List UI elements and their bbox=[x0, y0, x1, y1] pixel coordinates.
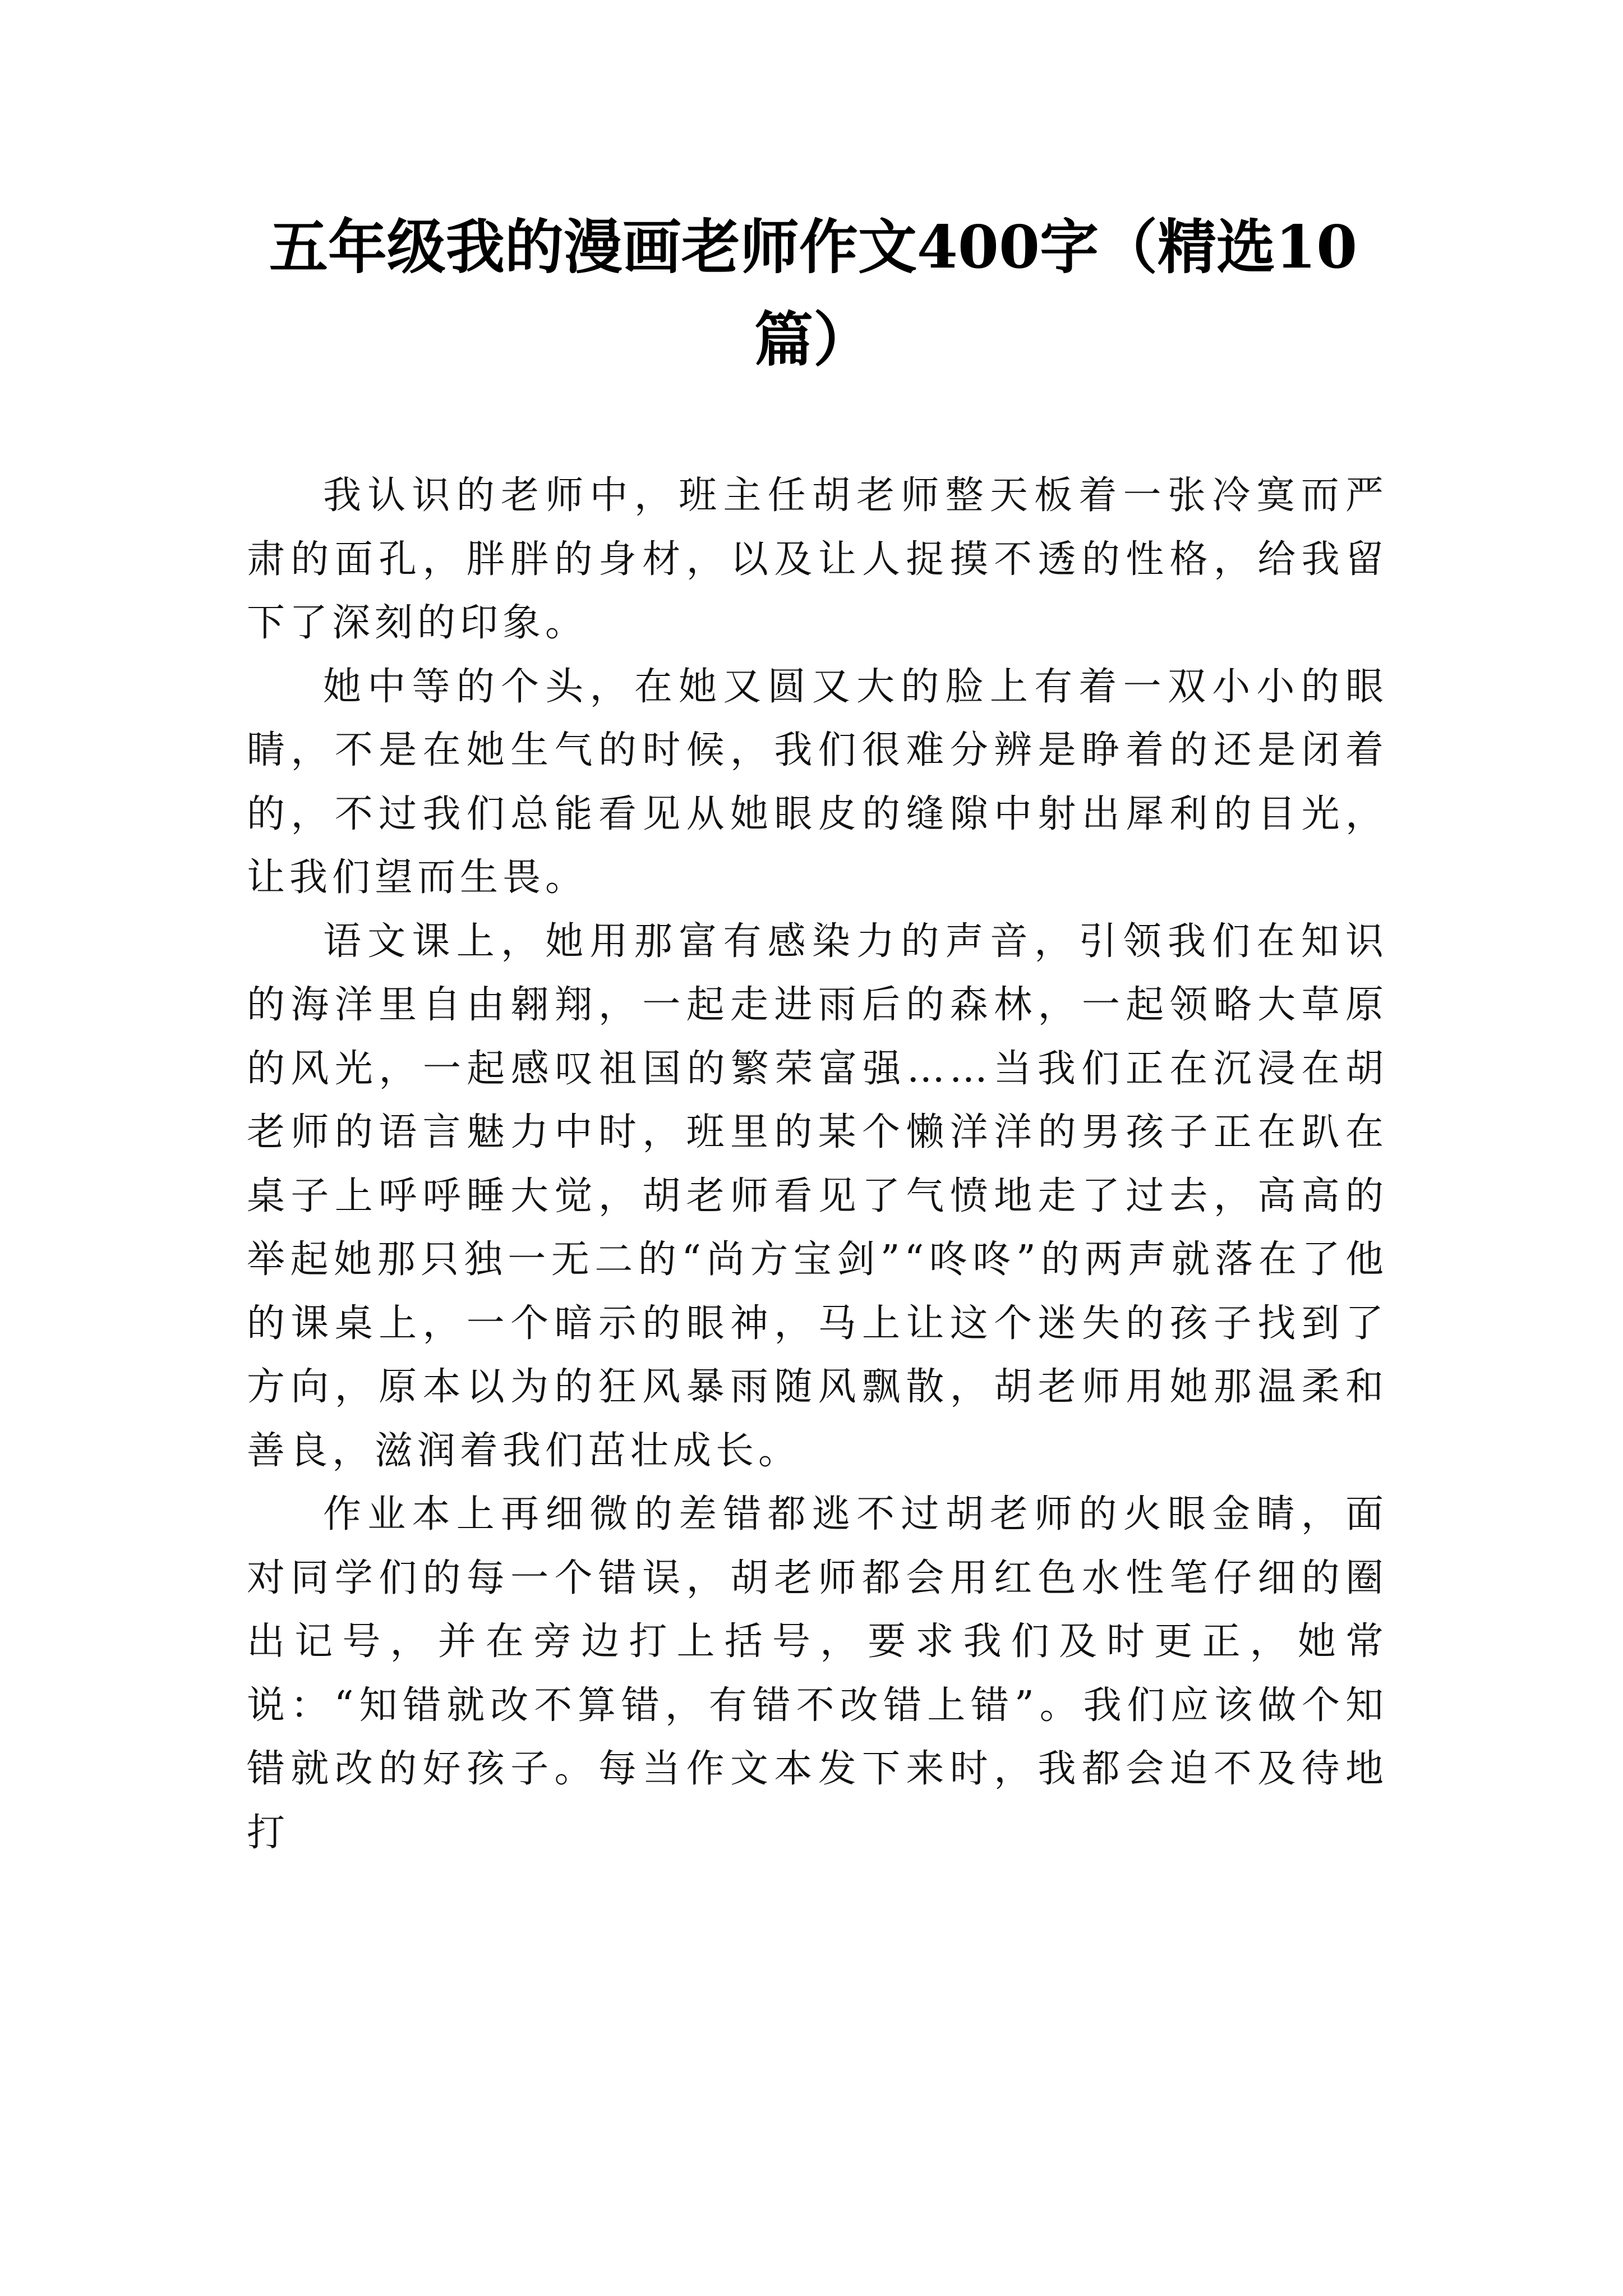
paragraph-3: 语文课上，她用那富有感染力的声音，引领我们在知识的海洋里自由翱翔，一起走进雨后的森林，一起领略大草原的风光，一起感叹祖国的繁荣富强……当我们正在沉浸在胡老师的语言魅力中时，班里的某个懒洋洋的男孩子正在趴在桌子上呼呼睡大觉，胡老师看见了气愤地走了过去，高高的举起她那只独一无二的“尚方宝剑”“咚咚”的两声就落在了他的课桌上，一个暗示的眼神，马上让这个迷失的孩子找到了方向，原本以为的狂风暴雨随风飘散，胡老师用她那温柔和善良，滋润着我们茁壮成长。 bbox=[247, 919, 1388, 1473]
paragraph-4: 作业本上再细微的差错都逃不过胡老师的火眼金睛，面对同学们的每一个错误，胡老师都会用红色水性笔仔细的圈出记号，并在旁边打上括号，要求我们及时更正，她常说：“知错就改不算错，有错不改错上错”。我们应该做个知错就改的好孩子。每当作文本发下来时，我都会迫不及待地打 bbox=[247, 1492, 1388, 1855]
document-title: 五年级我的漫画老师作文400字（精选10篇） bbox=[269, 212, 1358, 374]
paragraph-1: 我认识的老师中，班主任胡老师整天板着一张冷寞而严肃的面孔，胖胖的身材，以及让人捉摸不透的性格，给我留下了深刻的印象。 bbox=[247, 473, 1388, 645]
document-body bbox=[247, 464, 1388, 1865]
paragraph-2: 她中等的个头，在她又圆又大的脸上有着一双小小的眼睛，不是在她生气的时候，我们很难分辨是睁着的还是闭着的，不过我们总能看见从她眼皮的缝隙中射出犀利的目光，让我们望而生畏。 bbox=[247, 664, 1388, 900]
